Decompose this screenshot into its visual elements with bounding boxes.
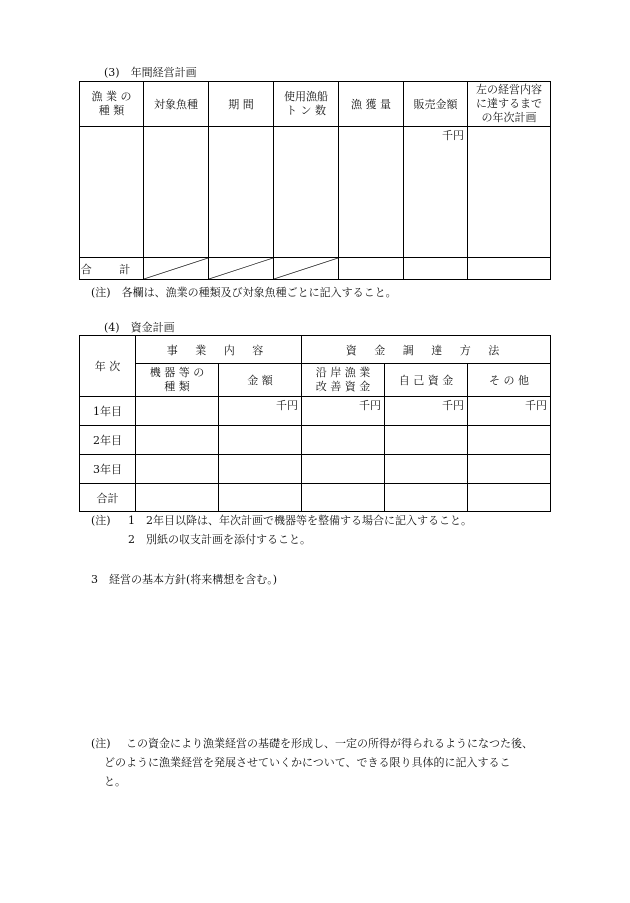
- header-funding-method: 資 金 調 達 方 法: [302, 336, 551, 364]
- cell-own-funds[interactable]: [385, 426, 468, 455]
- cell-equipment[interactable]: [136, 426, 219, 455]
- row-year-1: 1年目: [80, 397, 136, 426]
- header-coastal-fund: 沿 岸 漁 業 改 善 資 金: [302, 364, 385, 397]
- cell-vessel-tonnage[interactable]: [274, 127, 339, 258]
- section4-note-1: 1 2年目以降は、年次計画で機器等を整備する場合に記入すること。: [128, 514, 472, 527]
- section3-note: (注) 各欄は、漁業の種類及び対象魚種ごとに記入すること。: [91, 286, 397, 299]
- cell-target-species[interactable]: [144, 127, 209, 258]
- cell-amount[interactable]: 千円: [219, 397, 302, 426]
- header-period: 期 間: [209, 82, 274, 127]
- basic-policy-note-line-3: と。: [104, 775, 126, 788]
- cell-own-funds[interactable]: [385, 455, 468, 484]
- section3-title: (3) 年間経営計画: [104, 66, 197, 79]
- cell-sales-amount[interactable]: [404, 127, 468, 258]
- diagonal-cell: [274, 258, 339, 280]
- header-catch-volume: 漁 獲 量: [339, 82, 404, 127]
- cell-amount[interactable]: [219, 426, 302, 455]
- header-fishery-type: 漁 業 の 種 類: [80, 82, 144, 127]
- row-year-2: 2年目: [80, 426, 136, 455]
- total-sales-amount[interactable]: [404, 258, 468, 280]
- cell-equipment[interactable]: [136, 484, 219, 512]
- header-other: そ の 他: [468, 364, 551, 397]
- header-vessel-tonnage: 使用漁船 ト ン 数: [274, 82, 339, 127]
- cell-other[interactable]: [468, 455, 551, 484]
- basic-policy-title: 3 経営の基本方針(将来構想を含む。): [91, 573, 278, 586]
- diagonal-cell: [144, 258, 209, 280]
- row-year-3: 3年目: [80, 455, 136, 484]
- header-target-species: 対象魚種: [144, 82, 209, 127]
- cell-other[interactable]: 千円: [468, 397, 551, 426]
- header-year: 年 次: [80, 336, 136, 397]
- cell-coastal-fund[interactable]: 千円: [302, 397, 385, 426]
- total-label: 合 計: [80, 258, 144, 280]
- cell-equipment[interactable]: [136, 397, 219, 426]
- cell-fishery-type[interactable]: [80, 127, 144, 258]
- cell-other[interactable]: [468, 426, 551, 455]
- header-amount: 金 額: [219, 364, 302, 397]
- section4-title: (4) 資金計画: [104, 321, 175, 334]
- header-sales-amount: 販売金額: [404, 82, 468, 127]
- cell-own-funds[interactable]: [385, 484, 468, 512]
- header-business-content: 事 業 内 容: [136, 336, 302, 364]
- basic-policy-note-label: (注): [91, 737, 111, 750]
- header-equipment-type: 機 器 等 の 種 類: [136, 364, 219, 397]
- section4-note-2: 2 別紙の収支計画を添付すること。: [128, 533, 311, 546]
- diagonal-cell: [209, 258, 274, 280]
- header-annual-plan: 左の経営内容 に達するまで の年次計画: [468, 82, 551, 127]
- cell-own-funds[interactable]: 千円: [385, 397, 468, 426]
- cell-annual-plan[interactable]: [468, 127, 551, 258]
- total-catch-volume[interactable]: [339, 258, 404, 280]
- row-total: 合計: [80, 484, 136, 512]
- cell-catch-volume[interactable]: [339, 127, 404, 258]
- cell-amount[interactable]: [219, 455, 302, 484]
- annual-plan-table: [79, 81, 551, 280]
- cell-coastal-fund[interactable]: [302, 484, 385, 512]
- funding-plan-table: [79, 335, 551, 512]
- unit-label: 千円: [442, 129, 464, 142]
- header-own-funds: 自 己 資 金: [385, 364, 468, 397]
- cell-coastal-fund[interactable]: [302, 455, 385, 484]
- cell-other[interactable]: [468, 484, 551, 512]
- basic-policy-note-line-2: どのように漁業経営を発展させていくかについて、できる限り具体的に記入するこ: [104, 756, 511, 769]
- cell-amount[interactable]: [219, 484, 302, 512]
- cell-coastal-fund[interactable]: [302, 426, 385, 455]
- total-annual-plan[interactable]: [468, 258, 551, 280]
- section4-note-label: (注): [91, 514, 111, 527]
- cell-equipment[interactable]: [136, 455, 219, 484]
- basic-policy-note-line-1: この資金により漁業経営の基礎を形成し、一定の所得が得られるようになつた後、: [126, 737, 533, 750]
- cell-period[interactable]: [209, 127, 274, 258]
